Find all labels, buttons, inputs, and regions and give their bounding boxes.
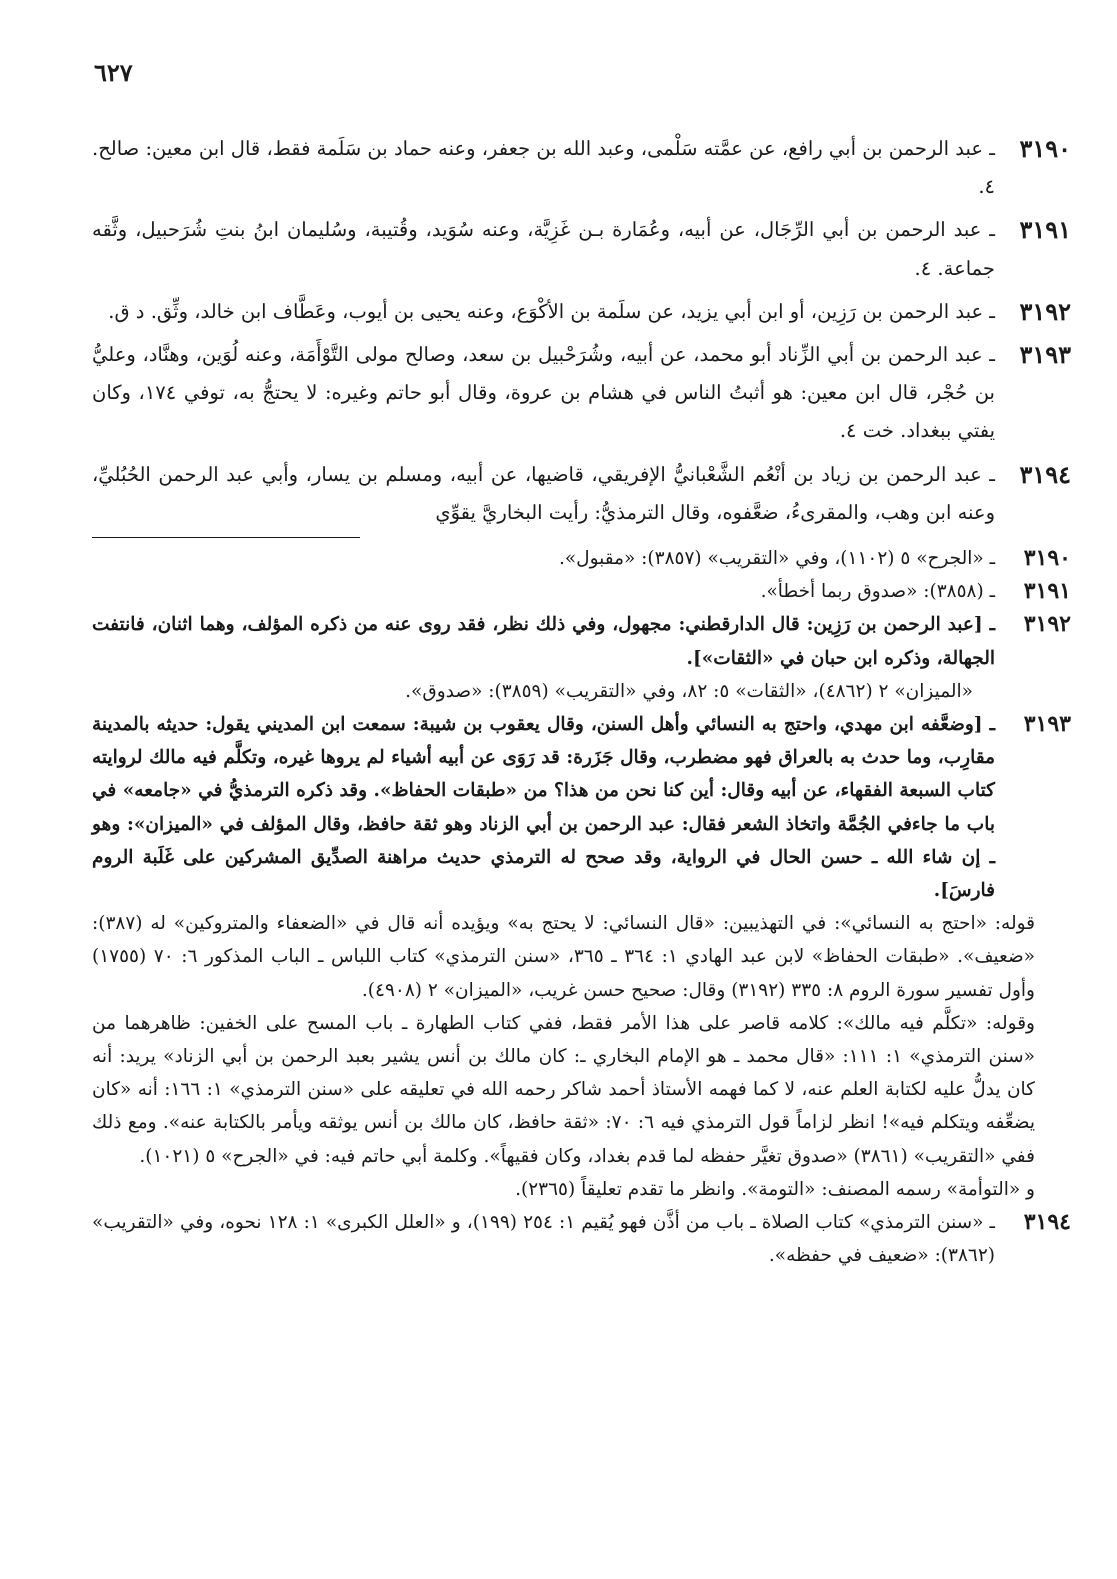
entry-number: ٣١٩٣ — [1019, 340, 1071, 370]
footnote-3190 — [92, 542, 1071, 575]
footnote-3191 — [92, 575, 1071, 608]
entry-3193 — [92, 336, 1071, 451]
entry-3192 — [92, 293, 1071, 331]
entry-text: ـ عبد الرحمن بن زياد بن أنْعُم الشَّعْبانيُّ الإفريقي، قاضيها، عن أبيه، ومسلم بن يسار، وأبي عبد الرحمن الحُبُليِّ، وعنه ابن وهب، والمقرىءُ، ضعَّفوه، وقال الترمذيُّ: رأيت البخاريَّ يقوِّي — [92, 462, 995, 524]
footnote-3194 — [92, 1206, 1071, 1272]
footnote-paragraph: قوله: «احتج به النسائي»: في التهذيبين: «قال النسائي: لا يحتج به» ويؤيده أنه قال في «الضعفاء والمتروكين» له (٣٨٧): «ضعيف». «طبقات الحفاظ» لابن عبد الهادي ١: ٣٦٤ ـ ٣٦٥، «سنن الترمذي» كتاب اللباس ـ الباب المذكور ٦: ٧٠ (١٧٥٥) وأول تفسير سورة الروم ٨: ٣٣٥ (٣١٩٢) وقال: صحيح حسن غريب، «الميزان» ٢ (٤٩٠٨). — [92, 913, 1035, 1001]
entry-3191 — [92, 211, 1071, 287]
footnote-paragraph: وقوله: «تكلَّم فيه مالك»: كلامه قاصر على هذا الأمر فقط، ففي كتاب الطهارة ـ باب المسح على الخفين: ظاهرهما من «سنن الترمذي» ١: ١١١: «قال محمد ـ هو الإمام البخاري ـ: كان مالك بن أنس يشير بعبد الرحمن بن أبي الزناد» يريد: أنه كان يدلُّ عليه لكتابة العلم عنه، لا كما فهمه الأستاذ أحمد شاكر رحمه الله في تعليقه على «سنن الترمذي» ١: ١٦٦: أنه «كان يضعِّفه ويتكلم فيه»! انظر لزاماً قول الترمذي فيه ٦: ٧٠: «ثقة حافظ، كان مالك بن أنس يوثقه ويأمر بالكتابة عنه». ومع ذلك ففي «التقريب» (٣٨٦١) «صدوق تغيَّر حفظه لما قدم بغداد، وكان فقيهاً». وكلمة أبي حاتم فيه: في «الجرح» ٥ (١٠٢١). — [92, 1012, 1035, 1167]
entry-number: ٣١٩١ — [1019, 215, 1071, 245]
footnote-text: ـ [وضعَّفه ابن مهدي، واحتج به النسائي وأهل السنن، وقال يعقوب بن شيبة: سمعت ابن المديني يقول: حديثه بالمدينة مقارِب، وما حدث به بالعراق فهو مضطرب، وقال جَزَرة: قد رَوَى عن أبيه أشياء لم يروها غيره، وتكلَّم فيه مالك لروايته كتاب السبعة الفقهاء، عن أبيه وقال: أين كنا نحن من هذا؟ من «طبقات الحفاظ». وقد ذكره الترمذيُّ في «جامعه» في باب ما جاءفي الجُمَّة واتخاذ الشعر فقال: عبد الرحمن بن أبي الزناد وهو ثقة حافظ، وقال المؤلف في «الميزان»: وهو ـ إن شاء الله ـ حسن الحال في الرواية، وقد صحح له الترمذي حديث مراهنة الصدِّيق المشركين على غَلَبة الروم فارسَ]. — [92, 714, 995, 902]
footnote-divider — [92, 537, 360, 538]
footnote-paragraph: و «التوأمة» رسمه المصنف: «التومة». وانظر ما تقدم تعليقاً (٢٣٦٥). — [515, 1178, 1035, 1200]
footnote-text: ـ «الجرح» ٥ (١١٠٢)، وفي «التقريب» (٣٨٥٧): «مقبول». — [558, 548, 995, 570]
page-number: ٦٢٧ — [94, 58, 133, 87]
footnote-number: ٣١٩١ — [1023, 578, 1071, 605]
entry-number: ٣١٩٢ — [1019, 296, 1071, 326]
entry-number: ٣١٩٤ — [1019, 459, 1071, 489]
entry-3194 — [92, 456, 1071, 532]
entry-text: ـ عبد الرحمن بن رَزِين، أو ابن أبي يزيد، عن سلَمة بن الأكْوَع، وعنه يحيى بن أيوب، وعَطَّاف ابن خالد، وثِّق. د ق. — [108, 299, 995, 323]
footnote-text: ـ (٣٨٥٨): «صدوق ربما أخطأ». — [760, 581, 995, 603]
footnote-sources: «الميزان» ٢ (٤٨٦٢)، «الثقات» ٥: ٨٢، وفي «التقريب» (٣٨٥٩): «صدوق». — [405, 680, 973, 702]
footnote-number: ٣١٩٤ — [1023, 1209, 1071, 1236]
entry-3190 — [92, 130, 1071, 206]
entry-text: ـ عبد الرحمن بن أبي الزِّناد أبو محمد، عن أبيه، وشُرَحْبيل بن سعد، وصالح مولى التَّوْأَمَة، وعنه لُوَين، وهنَّاد، وعليُّ بن حُجْر، قال ابن معين: هو أثبتُ الناس في هشام بن عروة، وقال أبو حاتم وغيره: لا يحتجُّ به، توفي ١٧٤، وكان يفتي ببغداد. خت ٤. — [92, 343, 995, 443]
entry-number: ٣١٩٠ — [1019, 134, 1071, 163]
entry-text: ـ عبد الرحمن بن أبي رافع، عن عمَّته سَلْمى، وعبد الله بن جعفر، وعنه حماد بن سَلَمة فقط، قال ابن معين: صالح. ٤. — [92, 137, 995, 199]
footnote-number: ٣١٩٠ — [1023, 545, 1071, 572]
footnote-3193 — [92, 708, 1071, 907]
footnote-text: ـ «سنن الترمذي» كتاب الصلاة ـ باب من أذَّن فهو يُقيم ١: ٢٥٤ (١٩٩)، و «العلل الكبرى» ١: ١٢٨ نحوه، وفي «التقريب» (٣٨٦٢): «ضعيف في حفظه». — [92, 1212, 995, 1267]
entry-text: ـ عبد الرحمن بن أبي الرِّجَال، عن أبيه، وعُمَارة بـن غَزِيَّة، وعنه سُوَيد، وقُتيبة، وسُليمان ابنُ بنتِ شُرَحبيل، وثَّقه جماعة. ٤. — [92, 218, 995, 280]
main-text — [92, 130, 1071, 532]
footnotes — [92, 542, 1071, 1272]
footnote-number: ٣١٩٢ — [1023, 611, 1071, 638]
footnote-number: ٣١٩٣ — [1023, 711, 1071, 738]
footnote-text: ـ [عبد الرحمن بن رَزِين: قال الدارقطني: مجهول، وفي ذلك نظر، فقد روى عنه من ذكره المؤلف، وهما اثنان، فانتفت الجهالة، وذكره ابن حبان في «الثقات»]. — [92, 614, 995, 669]
footnote-3192 — [92, 608, 1071, 674]
